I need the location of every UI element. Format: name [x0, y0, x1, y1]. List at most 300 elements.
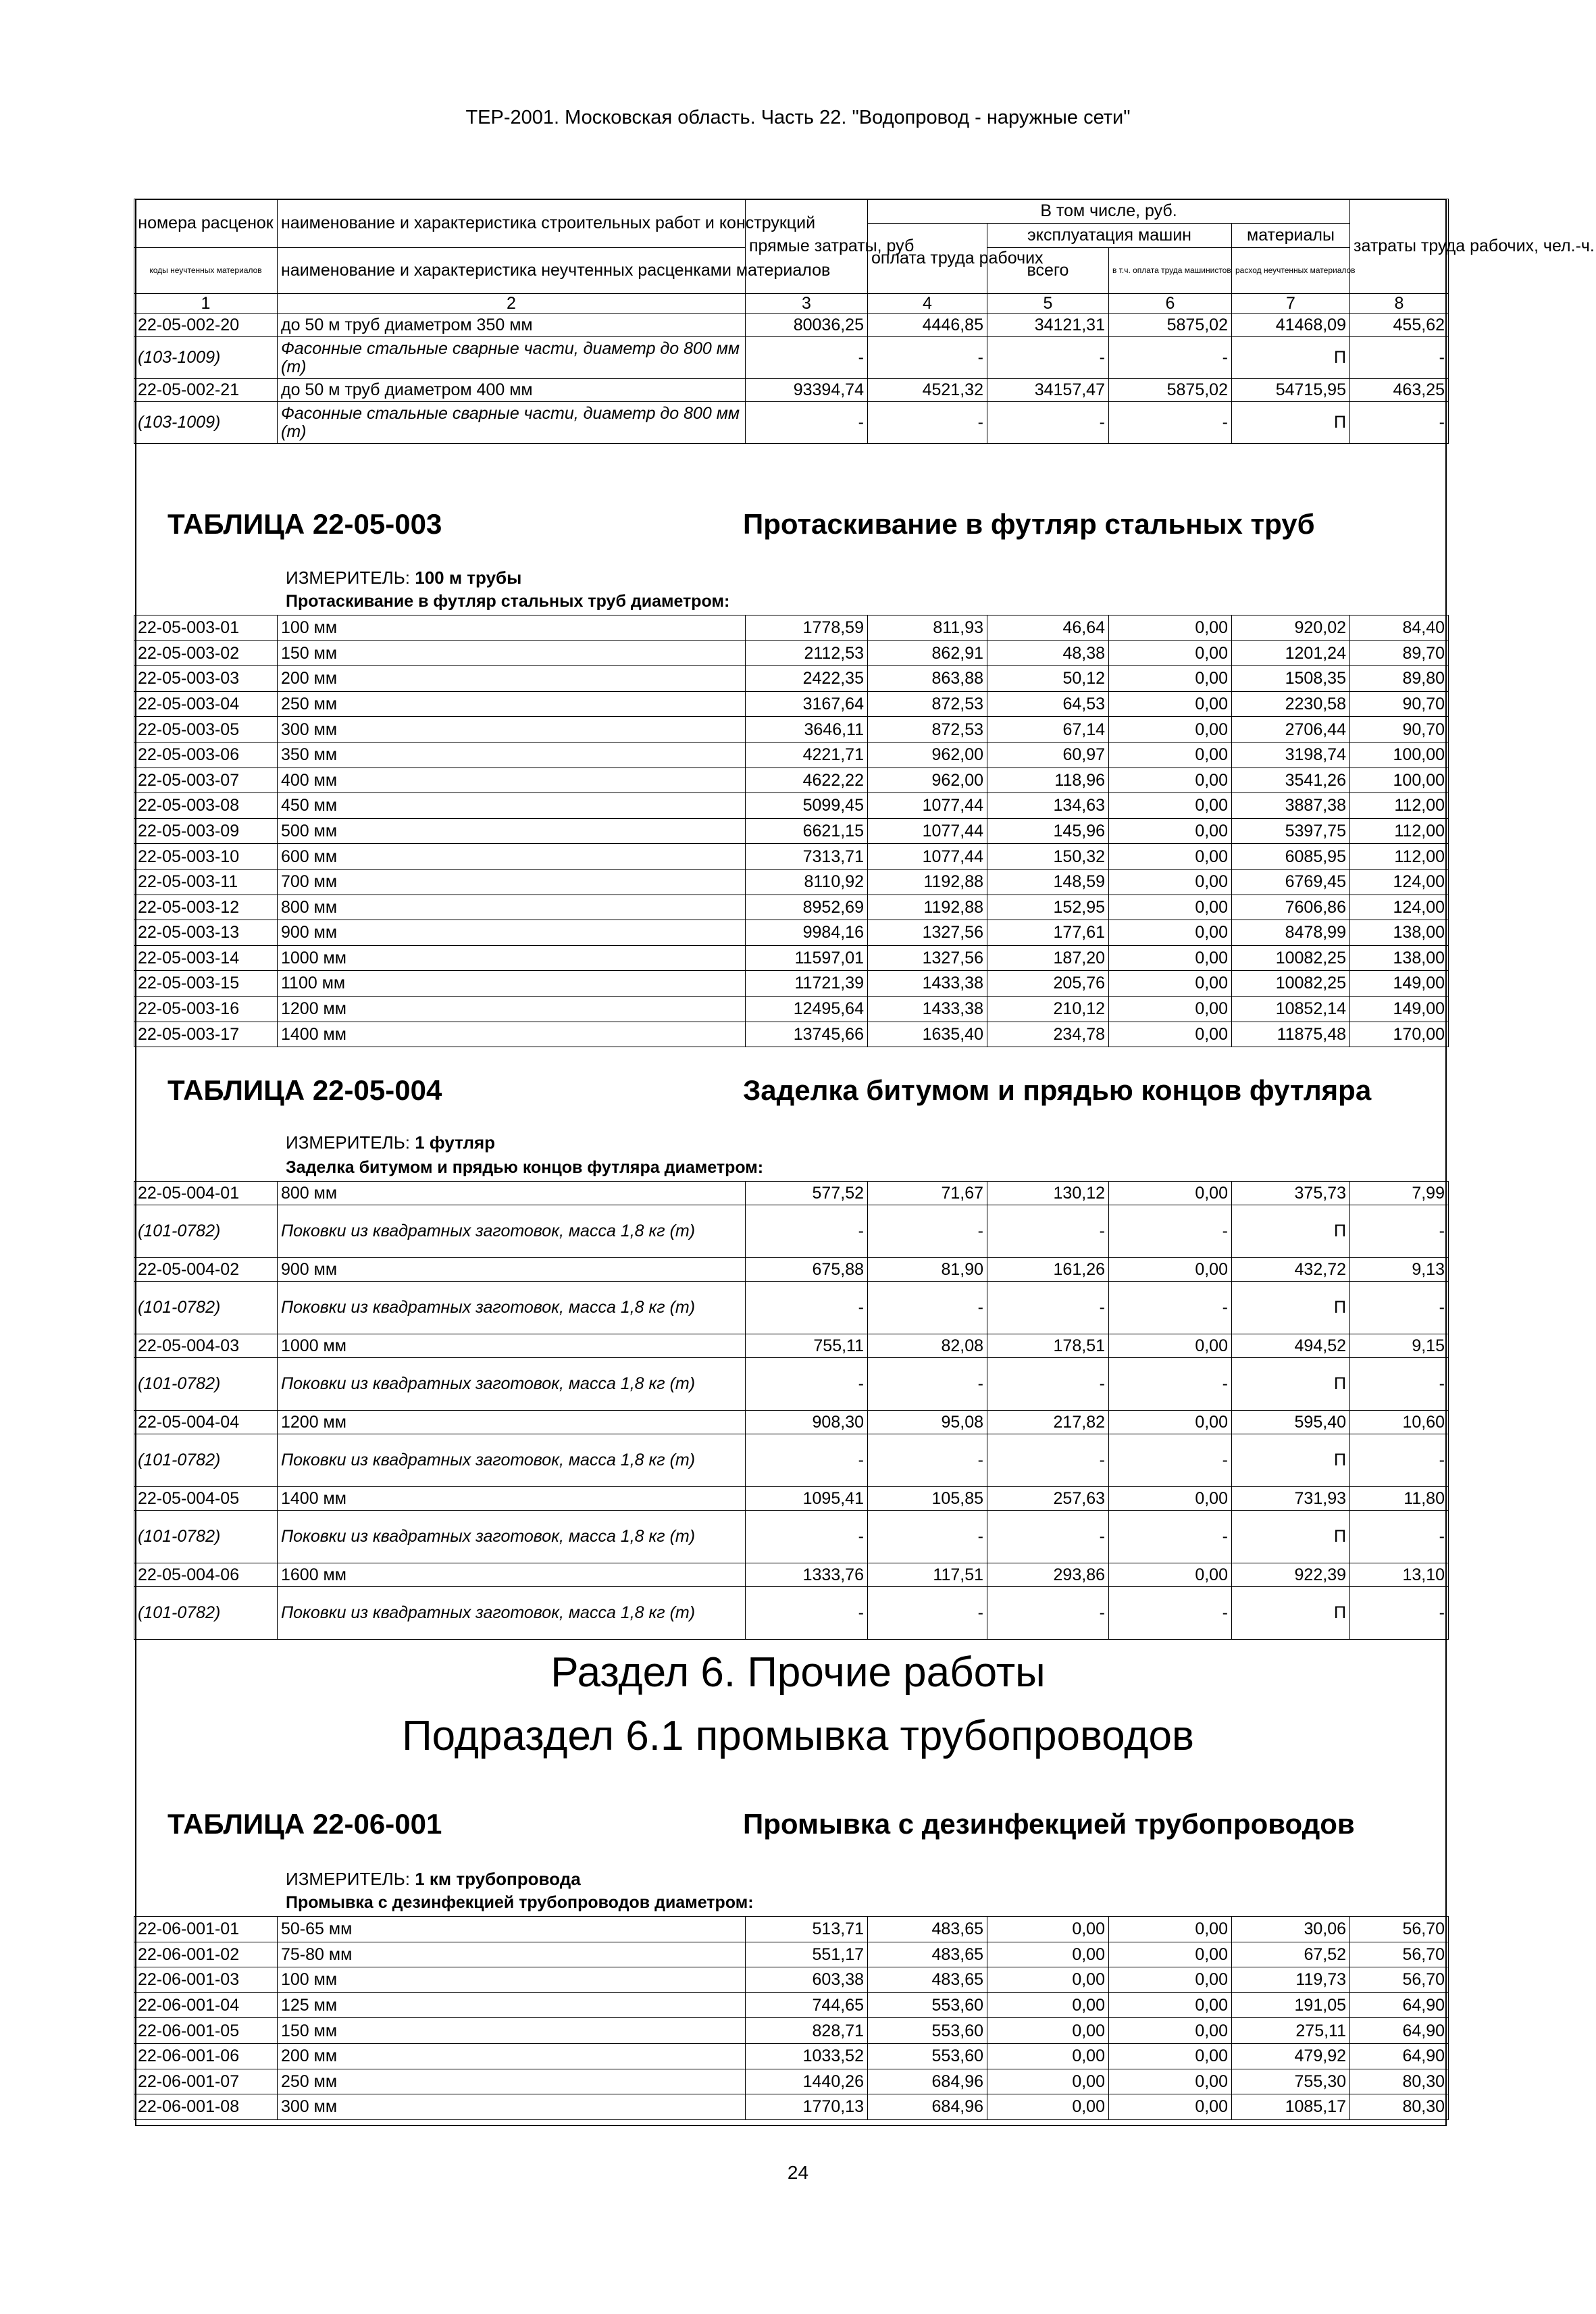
value-cell: 80,30: [1350, 2069, 1449, 2094]
value-cell: 1201,24: [1232, 640, 1350, 666]
value-cell: 7,99: [1350, 1182, 1449, 1205]
value-cell: 93394,74: [746, 379, 868, 402]
table-22-05-004-title: ТАБЛИЦА 22-05-004: [168, 1074, 442, 1106]
header-group: В том числе, руб.: [868, 199, 1350, 224]
value-cell: 0,00: [1109, 2069, 1232, 2094]
work-name: 1400 мм: [278, 1022, 746, 1047]
value-cell: 30,06: [1232, 1917, 1350, 1942]
value-cell: П: [1232, 1282, 1350, 1334]
work-name: Фасонные стальные сварные части, диаметр до 800 мм (т): [278, 337, 746, 379]
rate-code: 22-05-004-04: [134, 1411, 278, 1434]
value-cell: П: [1232, 1358, 1350, 1411]
value-cell: 138,00: [1350, 920, 1449, 946]
value-cell: -: [1109, 1587, 1232, 1640]
value-cell: 293,86: [987, 1563, 1109, 1587]
unit-label: ИЗМЕРИТЕЛЬ:: [286, 1132, 410, 1153]
table-row: [134, 691, 1449, 717]
table-row: [134, 1487, 1449, 1511]
header-col6: в т.ч. оплата труда машинистов: [1109, 248, 1232, 294]
table-row: [134, 1917, 1449, 1942]
table-row: [134, 1334, 1449, 1358]
header-col4: оплата труда рабочих: [868, 224, 987, 294]
value-cell: 150,32: [987, 844, 1109, 870]
rate-code: 22-05-003-17: [134, 1022, 278, 1047]
value-cell: 46,64: [987, 615, 1109, 641]
value-cell: 89,70: [1350, 640, 1449, 666]
value-cell: 5875,02: [1109, 379, 1232, 402]
value-cell: 100,00: [1350, 768, 1449, 793]
value-cell: 1077,44: [868, 818, 987, 844]
value-cell: 170,00: [1350, 1022, 1449, 1047]
value-cell: 0,00: [1109, 1917, 1232, 1942]
column-number: 1: [134, 294, 278, 314]
value-cell: 479,92: [1232, 2043, 1350, 2069]
table-22-05-004-subtitle: Заделка битумом и прядью концов футляра диаметром:: [286, 1158, 764, 1177]
value-cell: 0,00: [1109, 2094, 1232, 2120]
work-name: 200 мм: [278, 2043, 746, 2069]
work-name: 250 мм: [278, 691, 746, 717]
value-cell: 0,00: [987, 1917, 1109, 1942]
rate-code: 22-05-004-01: [134, 1182, 278, 1205]
value-cell: -: [1350, 337, 1449, 379]
rate-code: 22-05-003-03: [134, 666, 278, 692]
work-name: 150 мм: [278, 640, 746, 666]
table-22-05-003: [134, 615, 1449, 1047]
material-code: (101-0782): [134, 1282, 278, 1334]
value-cell: 0,00: [1109, 2043, 1232, 2069]
value-cell: 10082,25: [1232, 971, 1350, 997]
value-cell: 0,00: [1109, 1563, 1232, 1587]
value-cell: -: [868, 1282, 987, 1334]
value-cell: 0,00: [1109, 793, 1232, 819]
value-cell: 161,26: [987, 1258, 1109, 1282]
value-cell: 0,00: [1109, 1334, 1232, 1358]
work-name: до 50 м труб диаметром 400 мм: [278, 379, 746, 402]
material-name: Поковки из квадратных заготовок, масса 1,8 кг (т): [278, 1511, 746, 1563]
value-cell: -: [987, 1587, 1109, 1640]
rate-code: 22-05-003-12: [134, 895, 278, 920]
rate-code: 22-05-003-14: [134, 945, 278, 971]
table-22-06-001-unit: [286, 1869, 581, 1890]
value-cell: 1433,38: [868, 971, 987, 997]
header-col2-a: наименование и характеристика строительных работ и конструкций: [278, 199, 746, 248]
work-name: 900 мм: [278, 1258, 746, 1282]
value-cell: -: [868, 1511, 987, 1563]
value-cell: 13745,66: [746, 1022, 868, 1047]
value-cell: -: [746, 1358, 868, 1411]
value-cell: П: [1232, 1587, 1350, 1640]
value-cell: -: [746, 1587, 868, 1640]
table-row: [134, 2094, 1449, 2120]
value-cell: -: [987, 1434, 1109, 1487]
value-cell: 962,00: [868, 742, 987, 768]
value-cell: 3887,38: [1232, 793, 1350, 819]
value-cell: -: [1350, 1282, 1449, 1334]
value-cell: 0,00: [1109, 869, 1232, 895]
value-cell: 2422,35: [746, 666, 868, 692]
column-number: 4: [868, 294, 987, 314]
table-22-05-004-unit: [286, 1132, 495, 1153]
value-cell: 1095,41: [746, 1487, 868, 1511]
value-cell: 0,00: [1109, 920, 1232, 946]
value-cell: 10082,25: [1232, 945, 1350, 971]
value-cell: 56,70: [1350, 1967, 1449, 1993]
value-cell: 41468,09: [1232, 314, 1350, 337]
value-cell: -: [1350, 1587, 1449, 1640]
value-cell: 553,60: [868, 1992, 987, 2018]
value-cell: П: [1232, 337, 1350, 379]
value-cell: 755,30: [1232, 2069, 1350, 2094]
work-name: 125 мм: [278, 1992, 746, 2018]
header-col8: затраты труда рабочих, чел.-ч.: [1350, 199, 1449, 294]
table-22-06-001-title: ТАБЛИЦА 22-06-001: [168, 1808, 442, 1840]
value-cell: 112,00: [1350, 793, 1449, 819]
value-cell: 80,30: [1350, 2094, 1449, 2120]
value-cell: 0,00: [1109, 895, 1232, 920]
value-cell: 922,39: [1232, 1563, 1350, 1587]
value-cell: 432,72: [1232, 1258, 1350, 1282]
rate-code: 22-05-004-06: [134, 1563, 278, 1587]
value-cell: 4622,22: [746, 768, 868, 793]
value-cell: П: [1232, 1511, 1350, 1563]
value-cell: 553,60: [868, 2018, 987, 2044]
table-row: [134, 996, 1449, 1022]
rate-code: 22-05-003-08: [134, 793, 278, 819]
column-number: 8: [1350, 294, 1449, 314]
value-cell: 0,00: [987, 2043, 1109, 2069]
table-row: [134, 945, 1449, 971]
value-cell: -: [1109, 1282, 1232, 1334]
section-title: Раздел 6. Прочие работы: [550, 1649, 1046, 1696]
value-cell: 755,11: [746, 1334, 868, 1358]
header-col1-a: номера расценок: [134, 199, 278, 248]
subsection-title: Подраздел 6.1 промывка трубопроводов: [402, 1713, 1194, 1759]
work-name: 100 мм: [278, 615, 746, 641]
rate-code: 22-05-003-11: [134, 869, 278, 895]
value-cell: 0,00: [1109, 1182, 1232, 1205]
value-cell: 0,00: [1109, 1992, 1232, 2018]
value-cell: 494,52: [1232, 1334, 1350, 1358]
value-cell: 11597,01: [746, 945, 868, 971]
value-cell: 178,51: [987, 1334, 1109, 1358]
value-cell: 0,00: [987, 1942, 1109, 1967]
unit-value: 1 футляр: [415, 1132, 496, 1153]
value-cell: 3167,64: [746, 691, 868, 717]
material-name: Поковки из квадратных заготовок, масса 1,8 кг (т): [278, 1587, 746, 1640]
work-name: до 50 м труб диаметром 350 мм: [278, 314, 746, 337]
value-cell: 89,80: [1350, 666, 1449, 692]
material-name: Поковки из квадратных заготовок, масса 1,8 кг (т): [278, 1434, 746, 1487]
value-cell: -: [868, 337, 987, 379]
table-row: [134, 1942, 1449, 1967]
value-cell: -: [1350, 1434, 1449, 1487]
value-cell: 0,00: [987, 1992, 1109, 2018]
value-cell: 7313,71: [746, 844, 868, 870]
value-cell: 553,60: [868, 2043, 987, 2069]
value-cell: -: [746, 1205, 868, 1258]
rates-header-table: [134, 199, 1595, 444]
rate-code: 22-06-001-02: [134, 1942, 278, 1967]
value-cell: -: [746, 337, 868, 379]
value-cell: 34157,47: [987, 379, 1109, 402]
value-cell: 11875,48: [1232, 1022, 1350, 1047]
value-cell: -: [987, 1282, 1109, 1334]
table-row: [134, 1182, 1449, 1205]
value-cell: 0,00: [1109, 971, 1232, 997]
value-cell: 863,88: [868, 666, 987, 692]
value-cell: 152,95: [987, 895, 1109, 920]
value-cell: 0,00: [987, 2018, 1109, 2044]
value-cell: 872,53: [868, 691, 987, 717]
value-cell: 0,00: [987, 2094, 1109, 2120]
value-cell: 3198,74: [1232, 742, 1350, 768]
rate-code: 22-05-004-03: [134, 1334, 278, 1358]
table-row: [134, 895, 1449, 920]
unit-value: 1 км трубопровода: [415, 1869, 581, 1889]
value-cell: 684,96: [868, 2069, 987, 2094]
table-22-06-001-caption: Промывка с дезинфекцией трубопроводов: [743, 1808, 1355, 1840]
header-col1-b: коды неучтенных материалов: [134, 248, 278, 294]
value-cell: 595,40: [1232, 1411, 1350, 1434]
value-cell: 0,00: [1109, 640, 1232, 666]
rate-code: 22-05-003-15: [134, 971, 278, 997]
value-cell: 50,12: [987, 666, 1109, 692]
table-22-05-003-subtitle: Протаскивание в футляр стальных труб диаметром:: [286, 592, 730, 611]
material-row: [134, 402, 1449, 444]
value-cell: 1770,13: [746, 2094, 868, 2120]
value-cell: 60,97: [987, 742, 1109, 768]
table-row: [134, 971, 1449, 997]
value-cell: 1192,88: [868, 869, 987, 895]
rate-code: 22-05-003-01: [134, 615, 278, 641]
material-name: Поковки из квадратных заготовок, масса 1,8 кг (т): [278, 1282, 746, 1334]
value-cell: 483,65: [868, 1917, 987, 1942]
work-name: 700 мм: [278, 869, 746, 895]
value-cell: 90,70: [1350, 717, 1449, 743]
work-name: 50-65 мм: [278, 1917, 746, 1942]
work-name: 200 мм: [278, 666, 746, 692]
value-cell: 684,96: [868, 2094, 987, 2120]
table-22-06-001-subtitle: Промывка с дезинфекцией трубопроводов диаметром:: [286, 1893, 754, 1912]
table-row: [134, 2069, 1449, 2094]
value-cell: 6085,95: [1232, 844, 1350, 870]
value-cell: 13,10: [1350, 1563, 1449, 1587]
value-cell: 12495,64: [746, 996, 868, 1022]
value-cell: 1077,44: [868, 793, 987, 819]
work-name: 1600 мм: [278, 1563, 746, 1587]
material-code: (101-0782): [134, 1587, 278, 1640]
work-name: 450 мм: [278, 793, 746, 819]
table-row: [134, 920, 1449, 946]
value-cell: 34121,31: [987, 314, 1109, 337]
value-cell: 862,91: [868, 640, 987, 666]
value-cell: -: [868, 1358, 987, 1411]
rate-code: 22-05-003-16: [134, 996, 278, 1022]
material-row: [134, 1511, 1449, 1563]
material-code: (101-0782): [134, 1358, 278, 1411]
table-row: [134, 314, 1449, 337]
value-cell: 1440,26: [746, 2069, 868, 2094]
value-cell: 0,00: [1109, 742, 1232, 768]
value-cell: 257,63: [987, 1487, 1109, 1511]
value-cell: 64,53: [987, 691, 1109, 717]
value-cell: 0,00: [1109, 2018, 1232, 2044]
work-name: Фасонные стальные сварные части, диаметр до 800 мм (т): [278, 402, 746, 444]
value-cell: -: [987, 402, 1109, 444]
work-name: 800 мм: [278, 895, 746, 920]
work-name: 350 мм: [278, 742, 746, 768]
value-cell: 11,80: [1350, 1487, 1449, 1511]
work-name: 100 мм: [278, 1967, 746, 1993]
value-cell: 0,00: [987, 2069, 1109, 2094]
value-cell: 5875,02: [1109, 314, 1232, 337]
work-name: 600 мм: [278, 844, 746, 870]
value-cell: -: [1109, 337, 1232, 379]
table-row: [134, 768, 1449, 793]
material-row: [134, 1282, 1449, 1334]
table-row: [134, 666, 1449, 692]
value-cell: 0,00: [1109, 844, 1232, 870]
value-cell: -: [746, 1282, 868, 1334]
value-cell: 119,73: [1232, 1967, 1350, 1993]
value-cell: -: [1109, 1358, 1232, 1411]
value-cell: П: [1232, 1434, 1350, 1487]
value-cell: 0,00: [1109, 717, 1232, 743]
table-row: [134, 640, 1449, 666]
value-cell: -: [1350, 1511, 1449, 1563]
work-name: 900 мм: [278, 920, 746, 946]
value-cell: -: [987, 1358, 1109, 1411]
value-cell: 80036,25: [746, 314, 868, 337]
value-cell: 811,93: [868, 615, 987, 641]
rate-code: 22-05-003-02: [134, 640, 278, 666]
value-cell: 3646,11: [746, 717, 868, 743]
header-machines: эксплуатация машин: [987, 224, 1232, 248]
material-row: [134, 1434, 1449, 1487]
work-name: 1200 мм: [278, 1411, 746, 1434]
value-cell: 64,90: [1350, 2018, 1449, 2044]
value-cell: 177,61: [987, 920, 1109, 946]
value-cell: 145,96: [987, 818, 1109, 844]
rate-code: 22-06-001-04: [134, 1992, 278, 2018]
value-cell: 1778,59: [746, 615, 868, 641]
rate-code: 22-06-001-06: [134, 2043, 278, 2069]
value-cell: 48,38: [987, 640, 1109, 666]
page-number: 24: [787, 2162, 809, 2183]
value-cell: 124,00: [1350, 895, 1449, 920]
value-cell: 920,02: [1232, 615, 1350, 641]
value-cell: -: [868, 1587, 987, 1640]
value-cell: 9,13: [1350, 1258, 1449, 1282]
work-name: 400 мм: [278, 768, 746, 793]
column-number: 7: [1232, 294, 1350, 314]
value-cell: 64,90: [1350, 2043, 1449, 2069]
table-22-05-004: [134, 1181, 1449, 1640]
value-cell: -: [987, 1511, 1109, 1563]
value-cell: 5397,75: [1232, 818, 1350, 844]
value-cell: 5099,45: [746, 793, 868, 819]
material-row: [134, 1205, 1449, 1258]
material-code: (101-0782): [134, 1205, 278, 1258]
value-cell: 0,00: [1109, 691, 1232, 717]
table-22-05-003-unit: [286, 568, 521, 588]
value-cell: 10852,14: [1232, 996, 1350, 1022]
value-cell: 3541,26: [1232, 768, 1350, 793]
value-cell: 513,71: [746, 1917, 868, 1942]
value-cell: 54715,95: [1232, 379, 1350, 402]
table-row: [134, 1563, 1449, 1587]
table-row: [134, 2018, 1449, 2044]
value-cell: 908,30: [746, 1411, 868, 1434]
value-cell: 275,11: [1232, 2018, 1350, 2044]
value-cell: 0,00: [1109, 615, 1232, 641]
value-cell: -: [746, 1511, 868, 1563]
value-cell: -: [1109, 1434, 1232, 1487]
value-cell: 0,00: [1109, 1942, 1232, 1967]
table-row: [134, 793, 1449, 819]
value-cell: -: [746, 402, 868, 444]
unit-value: 100 м трубы: [415, 568, 522, 588]
value-cell: 0,00: [987, 1967, 1109, 1993]
value-cell: 4221,71: [746, 742, 868, 768]
value-cell: 8110,92: [746, 869, 868, 895]
value-cell: 124,00: [1350, 869, 1449, 895]
work-name: 1400 мм: [278, 1487, 746, 1511]
value-cell: 118,96: [987, 768, 1109, 793]
value-cell: 0,00: [1109, 945, 1232, 971]
table-22-06-001: [134, 1916, 1449, 2120]
unit-label: ИЗМЕРИТЕЛЬ:: [286, 1869, 410, 1889]
value-cell: 67,14: [987, 717, 1109, 743]
value-cell: 84,40: [1350, 615, 1449, 641]
value-cell: 6769,45: [1232, 869, 1350, 895]
header-col2-b: наименование и характеристика неучтенных расценками материалов: [278, 248, 746, 294]
value-cell: 731,93: [1232, 1487, 1350, 1511]
rate-code: 22-05-003-04: [134, 691, 278, 717]
value-cell: П: [1232, 1205, 1350, 1258]
rate-code: 22-06-001-01: [134, 1917, 278, 1942]
document-title: ТЕР-2001. Московская область. Часть 22. "Водопровод - наружные сети": [465, 107, 1131, 128]
rate-code: (103-1009): [134, 337, 278, 379]
column-number: 3: [746, 294, 868, 314]
table-row: [134, 1967, 1449, 1993]
material-code: (101-0782): [134, 1511, 278, 1563]
value-cell: 1085,17: [1232, 2094, 1350, 2120]
value-cell: 375,73: [1232, 1182, 1350, 1205]
header-col5: всего: [987, 248, 1109, 294]
column-number: 6: [1109, 294, 1232, 314]
value-cell: 0,00: [1109, 1022, 1232, 1047]
work-name: 1000 мм: [278, 945, 746, 971]
value-cell: -: [1109, 402, 1232, 444]
value-cell: -: [1109, 1511, 1232, 1563]
work-name: 300 мм: [278, 717, 746, 743]
material-row: [134, 1358, 1449, 1411]
value-cell: 8478,99: [1232, 920, 1350, 946]
value-cell: -: [1350, 402, 1449, 444]
table-row: [134, 844, 1449, 870]
value-cell: 0,00: [1109, 1258, 1232, 1282]
value-cell: 551,17: [746, 1942, 868, 1967]
value-cell: 7606,86: [1232, 895, 1350, 920]
rate-code: 22-05-002-21: [134, 379, 278, 402]
rate-code: 22-06-001-08: [134, 2094, 278, 2120]
value-cell: 187,20: [987, 945, 1109, 971]
header-col7-a: материалы: [1232, 224, 1350, 248]
table-22-05-003-title: ТАБЛИЦА 22-05-003: [168, 508, 442, 540]
value-cell: -: [746, 1434, 868, 1487]
value-cell: -: [868, 1434, 987, 1487]
